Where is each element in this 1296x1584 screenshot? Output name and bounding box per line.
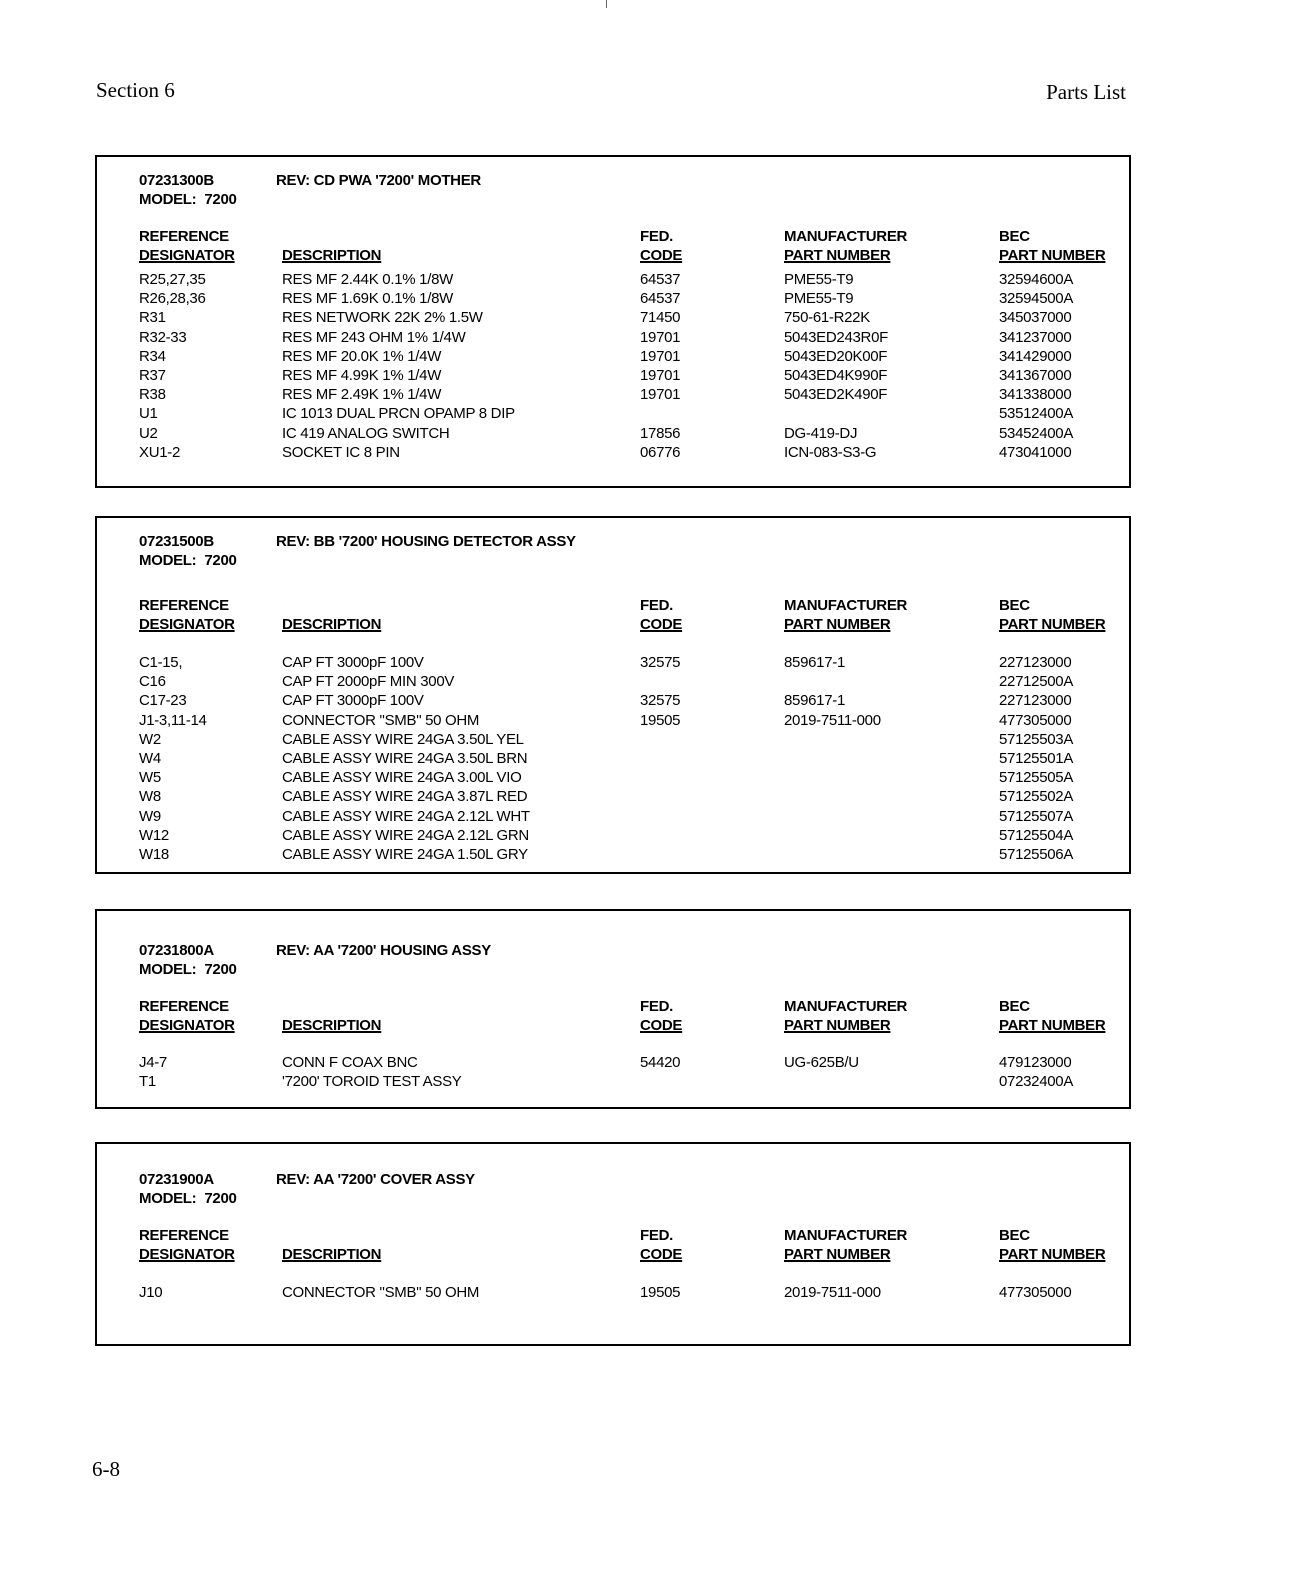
manufacturer-part-number: 859617-1 — [784, 654, 845, 671]
assembly-block — [95, 516, 1131, 874]
parts-rows — [139, 270, 1129, 462]
reference-designator: W8 — [139, 788, 161, 806]
reference-designator: R38 — [139, 386, 166, 404]
manufacturer-part-number: 859617-1 — [784, 692, 845, 710]
reference-designator: R25,27,35 — [139, 271, 206, 288]
section-label: Section 6 — [96, 78, 175, 102]
reference-designator: J4-7 — [139, 1054, 167, 1071]
bec-part-number: 32594500A — [999, 290, 1074, 308]
column-headers: REFERENCE DESIGNATOR DESCRIPTION FED. CODE MANUFACTURER PART NUMBER BEC PART NUMBER — [139, 597, 1106, 633]
table-row — [139, 826, 1129, 845]
bec-part-number: 345037000 — [999, 309, 1072, 327]
fed-code: 19505 — [640, 1284, 681, 1301]
description: CABLE ASSY WIRE 24GA 3.50L YEL — [282, 730, 524, 748]
description: CONNECTOR "SMB" 50 OHM — [282, 1284, 480, 1301]
table-row — [139, 807, 1129, 826]
table-row — [139, 1072, 1129, 1091]
bec-part-number: 57125503A — [999, 730, 1074, 748]
reference-designator: R34 — [139, 347, 166, 365]
manufacturer-part-number: UG-625B/U — [784, 1054, 859, 1071]
model-number: 7200 — [204, 1190, 237, 1207]
table-row — [139, 691, 1129, 710]
manufacturer-part-number: PME55-T9 — [784, 271, 854, 288]
reference-designator: U2 — [139, 424, 158, 442]
column-headers: REFERENCE DESIGNATOR DESCRIPTION FED. CODE MANUFACTURER PART NUMBER BEC PART NUMBER — [139, 228, 1106, 264]
description: RES NETWORK 22K 2% 1.5W — [282, 309, 483, 327]
description: CAP FT 3000pF 100V — [282, 692, 424, 710]
bec-part-number: 22712500A — [999, 673, 1074, 691]
assembly-part-number: 07231800A — [139, 942, 214, 959]
bec-part-number: 53512400A — [999, 405, 1074, 423]
bec-part-number: 07232400A — [999, 1073, 1074, 1091]
assembly-part-number: 07231900A — [139, 1171, 214, 1188]
model-label: MODEL: — [139, 1190, 197, 1207]
reference-designator: W18 — [139, 845, 169, 863]
reference-designator: R32-33 — [139, 328, 187, 346]
description: CAP FT 3000pF 100V — [282, 654, 424, 671]
description: IC 419 ANALOG SWITCH — [282, 424, 450, 442]
column-headers: REFERENCE DESIGNATOR DESCRIPTION FED. CODE MANUFACTURER PART NUMBER BEC PART NUMBER — [139, 1227, 1106, 1263]
description: CAP FT 2000pF MIN 300V — [282, 673, 455, 691]
reference-designator: J10 — [139, 1284, 163, 1301]
fed-code: 32575 — [640, 692, 681, 710]
fed-code: 64537 — [640, 290, 681, 308]
table-row — [139, 270, 1129, 289]
description: CABLE ASSY WIRE 24GA 3.00L VIO — [282, 769, 522, 787]
table-row — [139, 424, 1129, 443]
table-row — [139, 749, 1129, 768]
bec-part-number: 57125502A — [999, 788, 1074, 806]
manufacturer-part-number: 2019-7511-000 — [784, 1284, 881, 1301]
description: IC 1013 DUAL PRCN OPAMP 8 DIP — [282, 405, 515, 423]
table-row — [139, 730, 1129, 749]
bec-part-number: 341367000 — [999, 366, 1072, 384]
reference-designator: W5 — [139, 769, 161, 787]
manufacturer-part-number: 5043ED243R0F — [784, 328, 888, 346]
table-row — [139, 404, 1129, 423]
reference-designator: W2 — [139, 730, 161, 748]
bec-part-number: 479123000 — [999, 1054, 1072, 1071]
table-row — [139, 672, 1129, 691]
manufacturer-part-number: 2019-7511-000 — [784, 711, 881, 729]
reference-designator: C1-15, — [139, 654, 183, 671]
table-row — [139, 443, 1129, 462]
model-label: MODEL: — [139, 552, 197, 569]
column-headers: REFERENCE DESIGNATOR DESCRIPTION FED. CODE MANUFACTURER PART NUMBER BEC PART NUMBER — [139, 998, 1106, 1034]
reference-designator: W4 — [139, 749, 161, 767]
table-row — [139, 768, 1129, 787]
model-label: MODEL: — [139, 191, 197, 208]
model-number: 7200 — [204, 191, 237, 208]
bec-part-number: 57125504A — [999, 826, 1074, 844]
table-row — [139, 1283, 1129, 1302]
description: CONNECTOR "SMB" 50 OHM — [282, 711, 480, 729]
model-number: 7200 — [204, 961, 237, 978]
assembly-revision: REV: AA '7200' HOUSING ASSY — [276, 942, 491, 959]
reference-designator: R37 — [139, 366, 166, 384]
table-row — [139, 845, 1129, 864]
description: CONN F COAX BNC — [282, 1054, 418, 1071]
description: SOCKET IC 8 PIN — [282, 443, 400, 461]
reference-designator: W12 — [139, 826, 169, 844]
assembly-part-number: 07231500B — [139, 533, 214, 550]
description: RES MF 1.69K 0.1% 1/8W — [282, 290, 453, 308]
parts-rows — [139, 1283, 1129, 1302]
reference-designator: W9 — [139, 807, 161, 825]
fed-code: 17856 — [640, 424, 681, 442]
manufacturer-part-number: 750-61-R22K — [784, 309, 870, 327]
bec-part-number: 227123000 — [999, 692, 1072, 710]
bec-part-number: 57125506A — [999, 845, 1074, 863]
bec-part-number: 477305000 — [999, 711, 1072, 729]
table-row — [139, 787, 1129, 806]
bec-part-number: 477305000 — [999, 1284, 1072, 1301]
bec-part-number: 473041000 — [999, 443, 1072, 461]
table-row — [139, 366, 1129, 385]
bec-part-number: 341338000 — [999, 386, 1072, 404]
manufacturer-part-number: DG-419-DJ — [784, 424, 858, 442]
description: CABLE ASSY WIRE 24GA 1.50L GRY — [282, 845, 528, 863]
manufacturer-part-number: 5043ED2K490F — [784, 386, 888, 404]
description: RES MF 2.44K 0.1% 1/8W — [282, 271, 453, 288]
table-row — [139, 289, 1129, 308]
fed-code: 32575 — [640, 654, 681, 671]
model-number: 7200 — [204, 552, 237, 569]
page-title: Parts List — [1046, 80, 1126, 104]
bec-part-number: 57125501A — [999, 749, 1074, 767]
assembly-block — [95, 909, 1131, 1109]
fed-code: 19701 — [640, 328, 681, 346]
bec-part-number: 341429000 — [999, 347, 1072, 365]
assembly-revision: REV: CD PWA '7200' MOTHER — [276, 172, 481, 189]
table-row — [139, 385, 1129, 404]
bec-part-number: 57125505A — [999, 769, 1074, 787]
bec-part-number: 53452400A — [999, 424, 1074, 442]
assembly-block — [95, 1142, 1131, 1346]
reference-designator: C17-23 — [139, 692, 187, 710]
fed-code: 71450 — [640, 309, 681, 327]
reference-designator: R26,28,36 — [139, 290, 206, 308]
manufacturer-part-number: ICN-083-S3-G — [784, 443, 877, 461]
scan-tick-mark — [606, 0, 607, 8]
table-row — [139, 328, 1129, 347]
bec-part-number: 227123000 — [999, 654, 1072, 671]
assembly-revision: REV: BB '7200' HOUSING DETECTOR ASSY — [276, 533, 576, 550]
reference-designator: R31 — [139, 309, 166, 327]
fed-code: 19701 — [640, 366, 681, 384]
fed-code: 06776 — [640, 443, 681, 461]
table-row — [139, 711, 1129, 730]
table-row — [139, 347, 1129, 366]
reference-designator: J1-3,11-14 — [139, 711, 207, 729]
parts-rows — [139, 1053, 1129, 1091]
fed-code: 54420 — [640, 1054, 681, 1071]
manufacturer-part-number: 5043ED20K00F — [784, 347, 888, 365]
bec-part-number: 341237000 — [999, 328, 1072, 346]
description: RES MF 2.49K 1% 1/4W — [282, 386, 442, 404]
assembly-block — [95, 155, 1131, 488]
manufacturer-part-number: 5043ED4K990F — [784, 366, 888, 384]
page-number: 6-8 — [92, 1457, 120, 1481]
description: RES MF 243 OHM 1% 1/4W — [282, 328, 466, 346]
description: CABLE ASSY WIRE 24GA 3.87L RED — [282, 788, 528, 806]
table-row — [139, 308, 1129, 327]
bec-part-number: 32594600A — [999, 271, 1074, 288]
description: RES MF 4.99K 1% 1/4W — [282, 366, 442, 384]
reference-designator: T1 — [139, 1073, 156, 1091]
fed-code: 64537 — [640, 271, 681, 288]
table-row — [139, 1053, 1129, 1072]
assembly-part-number: 07231300B — [139, 172, 214, 189]
description: CABLE ASSY WIRE 24GA 3.50L BRN — [282, 749, 528, 767]
bec-part-number: 57125507A — [999, 807, 1074, 825]
description: '7200' TOROID TEST ASSY — [282, 1073, 462, 1091]
description: CABLE ASSY WIRE 24GA 2.12L WHT — [282, 807, 530, 825]
reference-designator: C16 — [139, 673, 166, 691]
fed-code: 19701 — [640, 347, 681, 365]
parts-rows — [139, 653, 1129, 864]
description: CABLE ASSY WIRE 24GA 2.12L GRN — [282, 826, 529, 844]
assembly-revision: REV: AA '7200' COVER ASSY — [276, 1171, 475, 1188]
description: RES MF 20.0K 1% 1/4W — [282, 347, 442, 365]
fed-code: 19505 — [640, 711, 681, 729]
manufacturer-part-number: PME55-T9 — [784, 290, 854, 308]
reference-designator: XU1-2 — [139, 443, 181, 461]
fed-code: 19701 — [640, 386, 681, 404]
model-label: MODEL: — [139, 961, 197, 978]
reference-designator: U1 — [139, 405, 158, 423]
table-row — [139, 653, 1129, 672]
